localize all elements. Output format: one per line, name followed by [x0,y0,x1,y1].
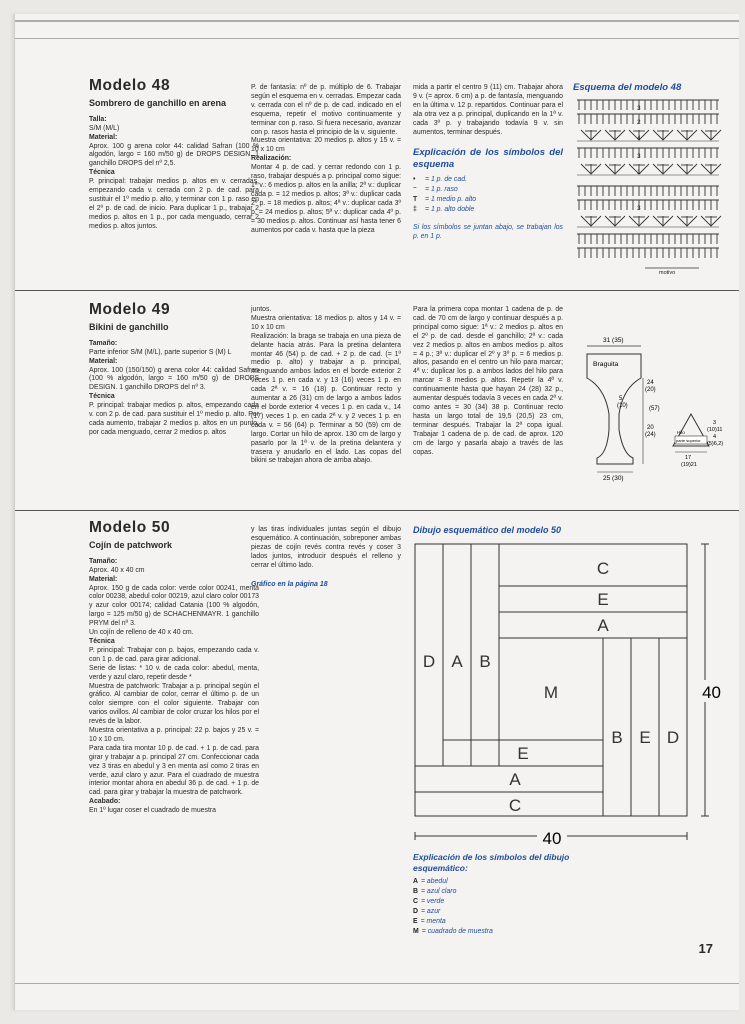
m49-cup-dim: 4 [713,434,717,440]
m49-cup-small: parte superior [676,438,701,443]
text-paragraph: Tamaño: [89,557,118,565]
legend-key: E [413,918,418,925]
m48-title: Modelo 48 [89,77,171,94]
section-divider [15,510,739,511]
legend-row [413,897,583,907]
legend-value: = azur [420,908,441,915]
strip-label-c: C [508,796,522,815]
m50-patchwork-sketch [407,536,721,848]
strip-label-d: D [666,728,680,747]
text-paragraph: S/M (M/L) [89,124,120,132]
m49-dim: (24) [645,432,656,438]
binding-line [15,20,739,22]
m49-cup-label: Hilo [677,430,685,435]
text-paragraph: Material: [89,357,118,365]
legend-row [413,877,583,887]
section-divider [15,290,739,291]
center-label-m: M [543,683,559,702]
legend-row [413,907,583,917]
legend-key: B [413,888,418,895]
m48-column-3 [413,84,563,300]
text-paragraph: Técnica [89,637,115,645]
m49-dim: 24 [647,380,654,386]
text-paragraph: Aprox. 40 x 40 cm [89,566,145,574]
legend-value: = menta [420,918,446,925]
strip-label-e: E [597,590,609,609]
m49-dim: (57) [649,406,660,412]
m48-column-2 [251,84,401,300]
m50-title: Modelo 50 [89,519,171,536]
schema-repeat-label: motivo [659,270,676,276]
symbol-meaning: = 1 p. de cad. [425,176,467,184]
m48-text [89,116,259,232]
strip-label-c: C [596,559,610,578]
m49-cup-dim: 3 [713,420,717,426]
m48-subtitle: Sombrero de ganchillo en arena [89,97,227,108]
m49-top-dim: 31 (35) [603,337,624,344]
m49-briefs-label: Braguita [593,361,619,368]
text-paragraph: Realización: [251,155,292,163]
symbol-meaning: = 1 medio p. alto [425,196,477,204]
m50-subtitle: Cojín de patchwork [89,539,173,550]
m49-dim: (20) [645,387,656,393]
symbol-glyph: ‡ [413,206,417,214]
text-paragraph: En 1º lugar coser el cuadrado de muestra [89,807,217,815]
strip-label-a: A [597,616,609,635]
m49-column-2 [251,306,401,506]
symbol-row [413,185,563,195]
m49-bikini-diagram [573,334,723,484]
schema-row-number: 3 [637,153,641,160]
text-paragraph: P. principal: Trabajar con p. bajos, empezando cada v. con 1 p. de cad. para girar adicional. [89,646,259,663]
text-paragraph: Muestra orientativa: 18 medios p. altos y 14 v. = 10 x 10 cm [251,314,401,331]
m50-graph-note: Gráfico en la página 18 [251,580,328,588]
symbol-row [413,195,563,205]
m49-dim: 20 [647,425,654,431]
symbol-glyph: • [413,176,416,184]
m50-text [251,526,401,571]
text-paragraph: Talla: [89,115,107,123]
text-paragraph: Parte inferior S/M (M/L), parte superior S (M) L [89,348,232,356]
symbol-row [413,175,563,185]
symbol-row [413,205,563,215]
legend-row [413,927,583,937]
text-paragraph: juntos. [251,306,272,313]
legend-value: = azul claro [420,888,457,895]
dim-right: 40 [702,683,721,702]
legend-key: C [413,898,418,905]
m50-column-2 [251,526,401,646]
text-paragraph: P. principal: trabajar medios p. altos, empezando cada v. con 2 p. de cad. para sustituir el 1º medio p. alto. Por cada aumento, trabajar 2 medios p. altos en un punto, por cada menguado, cerrar 2 medios p. altos [89,402,259,436]
text-paragraph: P. principal: trabajar medios p. altos en v. cerradas, empezando cada v. cerrada con 2 p. de cad. para sustituir el 1º medio p. alto, y terminar con 1 p. raso en el 2º p. de cad. de inicio. Para duplicar 1 p., trabajar 2 medios p. altos en 1 p., por cada menguado, cerrar 2 medios p. altos juntos. [89,178,259,230]
strip-label-e: E [517,744,529,763]
m48-symbols-note: Si los símbolos se juntan abajo, se trabajan los p. en 1 p. [413,224,563,241]
m50-text [89,558,259,816]
text-paragraph: Para cada tira montar 10 p. de cad. + 1 p. de cad. para girar y trabajar a p. principal 27 cm. Confeccionar cada vez 3 tiras en abedul y 3 en menta así como 2 tiras en verde, azul claro y azur. Para el cuadrado de muestra interior montar ahora en abedul 36 p. de cad. + 1 p. de cad. para girar y trabajar la muestra de patchwork. [89,744,259,797]
strip-label-e: E [639,728,651,747]
text-paragraph: Tamaño: [89,339,118,347]
symbol-meaning: = 1 p. alto doble [425,206,475,214]
legend-value: = verde [420,898,445,905]
m49-briefs-shape [587,354,641,464]
m49-column-1 [89,301,259,506]
m49-text [89,340,259,438]
m49-dim: 5 [619,396,623,402]
text-paragraph: Material: [89,133,118,141]
symbol-glyph: ⁻ [413,186,417,194]
text-paragraph: Muestra de patchwork: Trabajar a p. principal según el gráfico. Al cambiar de color, cerrar el último p. de un color siempre con el color siguiente. Trabajar con varios ovillos. Al cambiar de color cruzar los hilos por el revés de la labor. [89,682,259,726]
m49-title: Modelo 49 [89,301,171,318]
text-paragraph: mida a partir el centro 9 (11) cm. Trabajar ahora 9 v. (= aprox. 6 cm) a p. de fantasía, menguando en la última v. 12 p. repartidos. Continuar para el ala otra vez a p. principal, duplicando en la 1ª v. cada 3º p. y trabajando todavía 9 v. sin aumentos, terminar después. [413,84,563,136]
magazine-page [14,14,739,1010]
page-number: 17 [698,941,713,956]
text-paragraph: Aprox. 100 g arena color 44: calidad Safran (100 % algodón, largo = 160 m/50 g) de DROPS DESIGN. 1 ganchillo DROPS del nº 2,5. [89,142,259,168]
schema-row-number: 1 [637,169,641,176]
m49-text [413,306,563,457]
m48-text [251,84,401,235]
m48-symbols-list [413,175,563,215]
m48-schema-title: Esquema del modelo 48 [573,82,682,93]
m49-cup-dim: (5)6,2) [707,441,724,447]
m50-legend [413,852,583,937]
m49-column-3 [413,306,563,506]
m49-cup-dim: 17 [685,455,692,461]
legend-key: D [413,908,418,915]
m50-legend-title: Explicación de los símbolos del dibujo esquemático: [413,852,570,873]
text-paragraph: Acabado: [89,798,121,806]
symbol-glyph: T [413,196,418,204]
m50-legend-list [413,877,583,937]
legend-value: = cuadrado de muestra [421,928,493,935]
legend-row [413,917,583,927]
m48-crochet-schema [575,96,725,278]
text-paragraph: Técnica [89,393,115,401]
schema-row-number: 3 [637,205,641,212]
m50-column-1 [89,519,259,954]
bottom-line [15,983,739,984]
strip-label-a: A [509,770,521,789]
binding-line [15,38,739,39]
text-paragraph: Realización: la braga se trabaja en una pieza de delante hacia atrás. Para la pretina delantera montar 46 (54) p. de cad. + 2 p. de cad. (= 1º medio p. alto) y trabajar a p. principal, menguando ambos lados en el borde exterior 2 veces 1 p. en cada v. y 13 (16) veces 1 p. en cada 2ª v. = 16 (18) p. Continuar recto y aumentar a 26 (31) cm de largo a ambos lados en el borde exterior 4 veces 1 p. en cada v., 14 (17) veces 1 p. en cada 2ª v. y 2 veces 1 p. en cada v. = 56 (64) p. Terminar a 50 (59) cm de largo. Cortar un hilo de aprox. 130 cm de largo y pasarlo por la 1ª v. de la pretina delantera y trasera y anudarlo en el lado. Las copas del bikini se trabajan ahora de arriba abajo. [251,332,401,465]
symbol-meaning: = 1 p. raso [425,186,458,194]
text-paragraph: Muestra orientativa a p. principal: 22 p. bajos y 25 v. = 10 x 10 cm. [89,727,259,743]
m50-sketch-title: Dibujo esquemático del modelo 50 [413,525,562,535]
m49-subtitle: Bikini de ganchillo [89,321,169,332]
text-paragraph: Material: [89,575,118,583]
text-paragraph: Muestra orientativa: 20 medios p. altos y 15 v. = 10 x 10 cm [251,137,401,154]
schema-row-number: 2 [637,119,641,126]
text-paragraph: Un cojín de relleno de 40 x 40 cm. [89,629,194,637]
text-paragraph: Aprox. 150 g de cada color: verde color 00241, menta color 00238, abedul color 00219, azul claro color 00173 y azur color 00174; calidad Catania (100 % algodón, largo = 125 m/50 g) de SCHACHENMAYR. 1 ganchillo PRYM del nº 3. [89,584,259,628]
m49-cup-dim: (19)21 [681,462,697,468]
legend-value: = abedul [420,878,448,885]
text-paragraph: Para la primera copa montar 1 cadena de p. de cad. de 70 cm de largo y continuar después a p. principal como sigue: 1ª v.: 2 medios p. altos en el 2º p. de cad. desde el ganchillo; 2ª v.: cada vez 2 medios p. altos en ambos medios p. altos = 4 p.; 3ª v.: duplicar el 2º y 3º p. = 6 medios p. altos, pasando en el centro un hilo para marcar; 4ª v.: duplicar los p. a ambos lados del hilo para marcar = 8 medios p. altos. Repetir la 4ª v. continuamente hasta que hayan 24 (28) 32 p., aumentar después todavía 3 veces en cada 2ª v. como antes = 30 (34) 38 p. Continuar recto hasta un largo total de 19,5 (20,5) 23 cm, terminar después. Trabajar la 2ª copa igual. Trabajar 1 cadena de p. de cad. de aprox. 120 cm de largo y pasarla abajo a través de las copas. [413,306,563,456]
dim-bottom: 40 [542,829,562,848]
text-paragraph: Técnica [89,169,115,177]
strip-label-b: B [611,728,623,747]
schema-row-number: 4 [637,135,641,142]
text-paragraph: P. de fantasía: nº de p. múltiplo de 6. Trabajar según el esquema en v. cerradas. Empezar cada v. cerrada con el nº de p. de cad. indicado en el esquema, repetir el motivo continuamente y terminar con p. raso. Si fuera necesario, avanzar con p. rasos hasta el principio de la v. siguiente. [251,84,401,136]
legend-key: M [413,928,419,935]
m49-text [251,306,401,466]
strip-label-d: D [422,652,436,671]
schema-row-number: 3 [637,105,641,112]
strip-label-a: A [451,652,463,671]
m48-symbols-title: Explicación de los símbolos del esquema [413,147,563,171]
text-paragraph: Serie de listas: * 10 v. de cada color: abedul, menta, verde y azul claro, repetir desde * [89,664,259,681]
m49-dim: (10) [617,403,628,409]
text-paragraph: y las tiras individuales juntas según el dibujo esquemático. A continuación, sobreponer ambas piezas de cojín revés contra revés y coser 3 lados juntos, introducir después el relleno y cerrar el último lado. [251,526,401,569]
legend-row [413,887,583,897]
m49-bottom-dim: 25 (30) [603,475,624,482]
m48-column-1 [89,77,259,302]
strip-label-b: B [479,652,491,671]
text-paragraph: Montar 4 p. de cad. y cerrar redondo con 1 p. raso, trabajar después a p. principal como sigue: 1ª v.: 6 medios p. altos en la anilla; 2ª v.: duplicar cada p. = 12 medios p. altos; 3ª v.: duplicar cada 2º p. = 18 medios p. altos; 4ª v.: duplicar cada 3º p. = 24 medios p. altos; 5ª v.: duplicar cada 4º p. = 30 medios p. altos. Continuar así hasta tener 6 aumentos por cada v. hasta que la pieza [251,164,401,234]
text-paragraph: Aprox. 100 (150/150) g arena color 44: calidad Safran (100 % algodón, largo = 160 m/50 g) de DROPS DESIGN. 1 ganchillo DROPS del nº 3. [89,366,259,392]
m49-cup-dim: (10)11 [707,427,723,433]
legend-key: A [413,878,418,885]
m48-text [413,84,563,137]
